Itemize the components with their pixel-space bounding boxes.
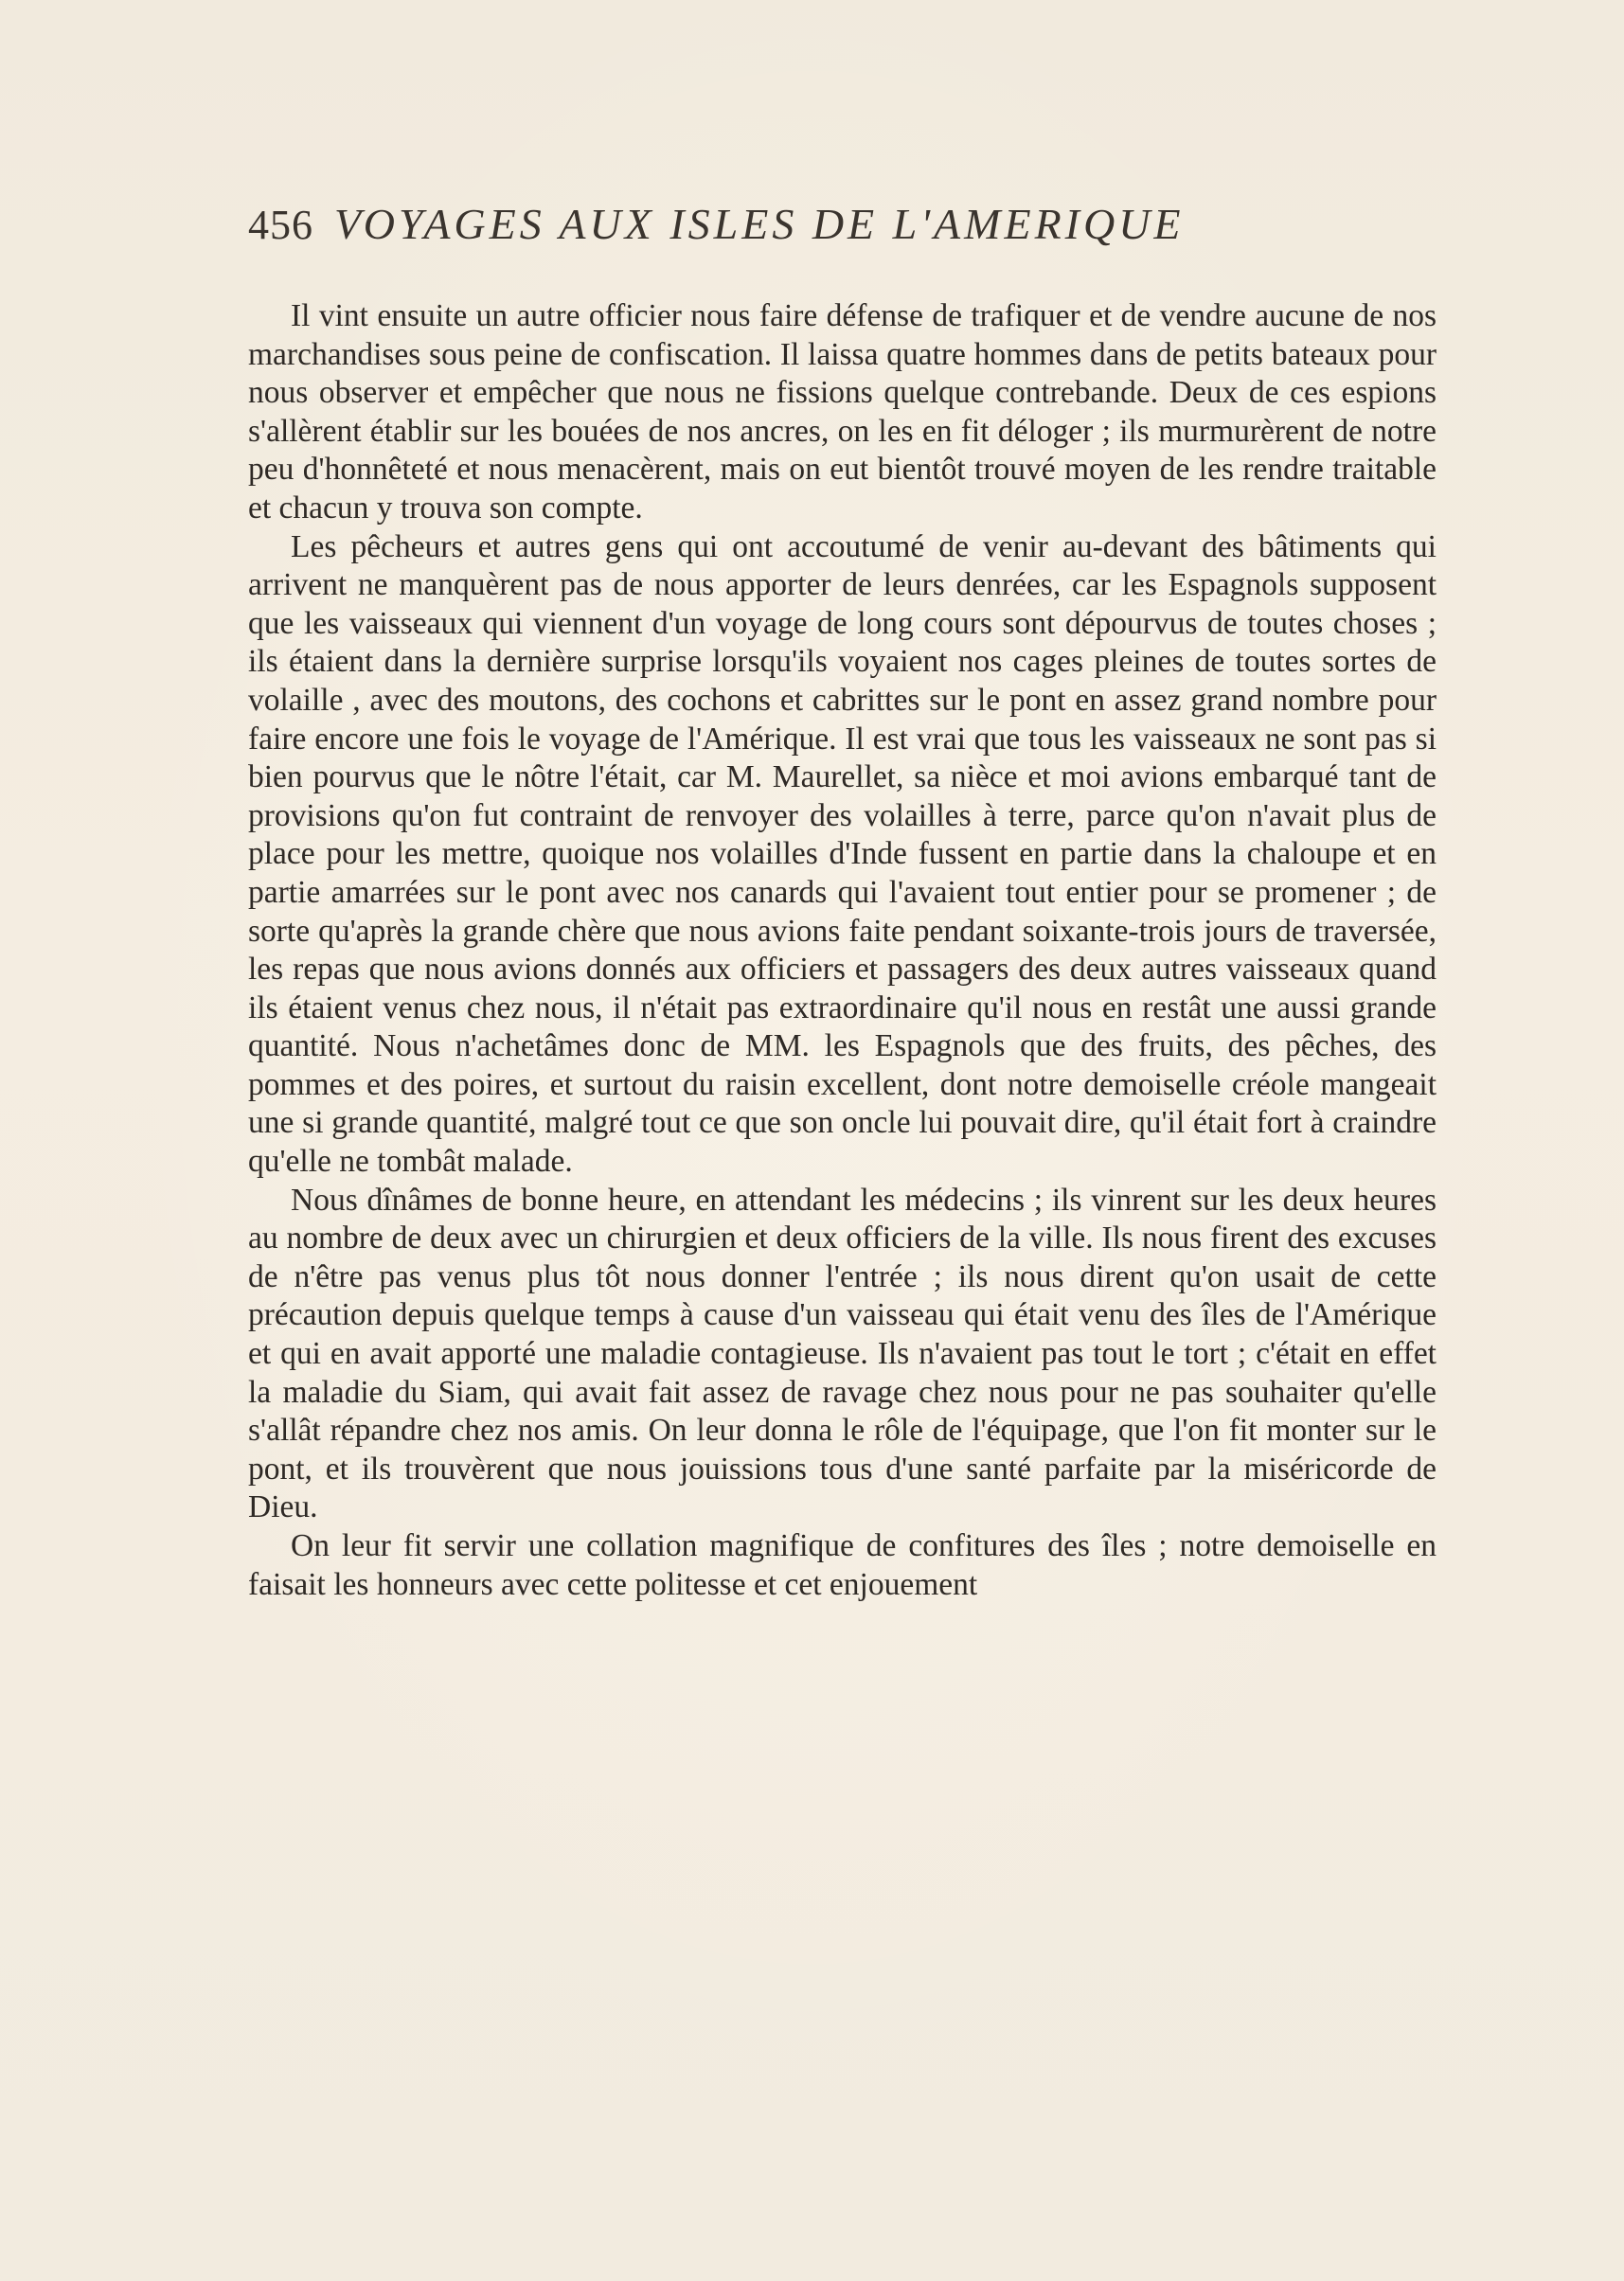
paragraph: Nous dînâmes de bonne heure, en attendant les médecins ; ils vinrent sur les deux heures au nombre de deux avec un chirurgien et deux officiers de la ville. Ils nous firent des excuses de n'être pas venus plus tôt nous donner l'entrée ; ils nous dirent qu'on usait de cette précaution depuis quelque temps à cause d'un vaisseau qui était venu des îles de l'Amérique et qui en avait apporté une maladie contagieuse. Ils n'avaient pas tout le tort ; c'était en effet la maladie du Siam, qui avait fait assez de ravage chez nous pour ne pas souhaiter qu'elle s'allât répandre chez nos amis. On leur donna le rôle de l'équipage, que l'on fit monter sur le pont, et ils trouvèrent que nous jouissions tous d'une santé parfaite par la miséricorde de Dieu.: [248, 1182, 1437, 1525]
page-number: 456: [248, 202, 313, 248]
paragraph: Les pêcheurs et autres gens qui ont accoutumé de venir au-devant des bâtiments qui arrivent ne manquèrent pas de nous apporter de leurs denrées, car les Espagnols supposent que les vaisseaux qui viennent d'un voyage de long cours sont dépourvus de toutes choses ; ils étaient dans la dernière surprise lorsqu'ils voyaient nos cages pleines de toutes sortes de volaille , avec des moutons, des cochons et cabrittes sur le pont en assez grand nombre pour faire encore une fois le voyage de l'Amérique. Il est vrai que tous les vaisseaux ne sont pas si bien pourvus que le nôtre l'était, car M. Maurellet, sa nièce et moi avions embarqué tant de provisions qu'on fut contraint de renvoyer des volailles à terre, parce qu'on n'avait plus de place pour les mettre, quoique nos volailles d'Inde fussent en partie dans la chaloupe et en partie amarrées sur le pont avec nos canards qui l'avaient tout entier pour se promener ; de sorte qu'après la grande chère que nous avions faite pendant soixante-trois jours de traversée, les repas que nous avions donnés aux officiers et passagers des deux autres vaisseaux quand ils étaient venus chez nous, il n'était pas extraordinaire qu'il nous en restât une aussi grande quantité. Nous n'achetâmes donc de MM. les Espagnols que des fruits, des pêches, des pommes et des poires, et surtout du raisin excellent, dont notre demoiselle créole mangeait une si grande quantité, malgré tout ce que son oncle lui pouvait dire, qu'il était fort à craindre qu'elle ne tombât malade.: [248, 528, 1437, 1180]
paragraph: Il vint ensuite un autre officier nous faire défense de trafiquer et de vendre aucune de nos marchandises sous peine de confiscation. Il laissa quatre hommes dans de petits bateaux pour nous observer et empêcher que nous ne fissions quelque contrebande. Deux de ces espions s'allèrent établir sur les bouées de nos ancres, on les en fit déloger ; ils murmurèrent de notre peu d'honnêteté et nous menacèrent, mais on eut bientôt trouvé moyen de les rendre traitable et chacun y trouva son compte.: [248, 298, 1437, 526]
body-text: [248, 297, 1437, 1604]
running-title: VOYAGES AUX ISLES DE L'AMERIQUE: [334, 200, 1185, 248]
running-head: [248, 199, 1365, 256]
paragraph: On leur fit servir une collation magnifique de confitures des îles ; notre demoiselle en faisait les honneurs avec cette politesse et cet enjouement: [248, 1528, 1437, 1602]
